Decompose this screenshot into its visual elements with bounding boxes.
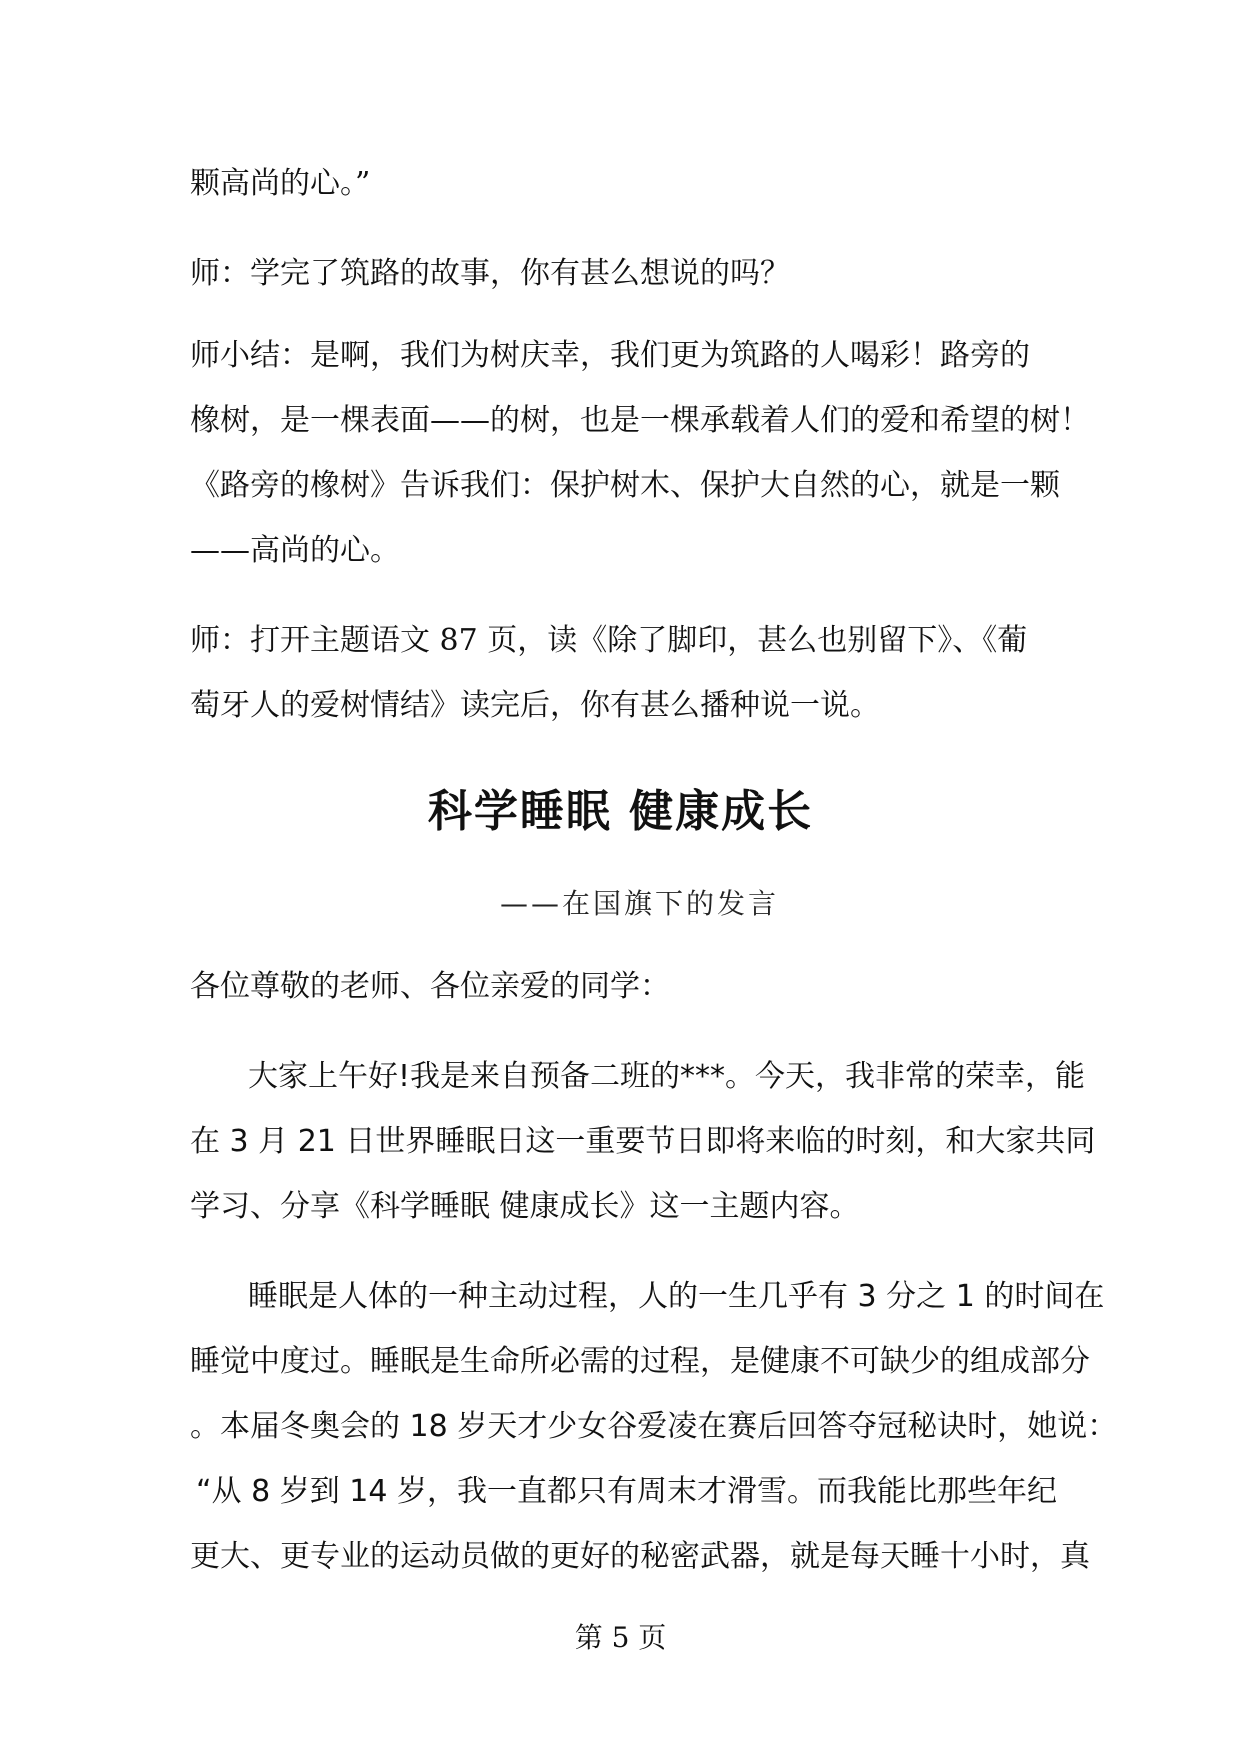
text-line: 萄牙人的爱树情结》读完后，你有甚么播种说一说。 <box>190 688 880 723</box>
paragraph-line: 在 3 月 21 日世界睡眠日这一重要节日即将来临的时刻，和大家共同 <box>190 1124 1096 1159</box>
salutation: 各位尊敬的老师、各位亲爱的同学： <box>190 969 670 1004</box>
text-line: 师：打开主题语文 87 页，读《除了脚印，甚么也别留下》、《葡 <box>190 623 1028 658</box>
paragraph-line: 。本届冬奥会的 18 岁天才少女谷爱凌在赛后回答夺冠秘诀时，她说： <box>190 1409 1118 1444</box>
text-line: ——高尚的心。 <box>190 533 400 568</box>
paragraph-line: “从 8 岁到 14 岁，我一直都只有周末才滑雪。而我能比那些年纪 <box>196 1474 1057 1509</box>
text-line: 师：学完了筑路的故事，你有甚么想说的吗？ <box>190 256 790 291</box>
text-line: 橡树，是一棵表面——的树，也是一棵承载着人们的爱和希望的树！ <box>190 403 1090 438</box>
text-line: 师小结：是啊，我们为树庆幸，我们更为筑路的人喝彩！路旁的 <box>190 338 1030 373</box>
speech-title: 科学睡眠 健康成长 <box>427 786 814 837</box>
paragraph-line: 睡眠是人体的一种主动过程，人的一生几乎有 3 分之 1 的时间在 <box>248 1279 1105 1314</box>
paragraph-line: 睡觉中度过。睡眠是生命所必需的过程，是健康不可缺少的组成部分 <box>190 1344 1090 1379</box>
text-line: 《路旁的橡树》告诉我们：保护树木、保护大自然的心，就是一颗 <box>190 468 1060 503</box>
speech-subtitle: ——在国旗下的发言 <box>500 887 780 920</box>
paragraph-line: 更大、更专业的运动员做的更好的秘密武器，就是每天睡十小时，真 <box>190 1539 1090 1574</box>
paragraph-line: 大家上午好!我是来自预备二班的***。今天，我非常的荣幸，能 <box>248 1059 1086 1094</box>
page-number: 第 5 页 <box>574 1621 667 1654</box>
text-line: 颗高尚的心。” <box>190 166 371 201</box>
paragraph-line: 学习、分享《科学睡眠 健康成长》这一主题内容。 <box>190 1189 860 1224</box>
